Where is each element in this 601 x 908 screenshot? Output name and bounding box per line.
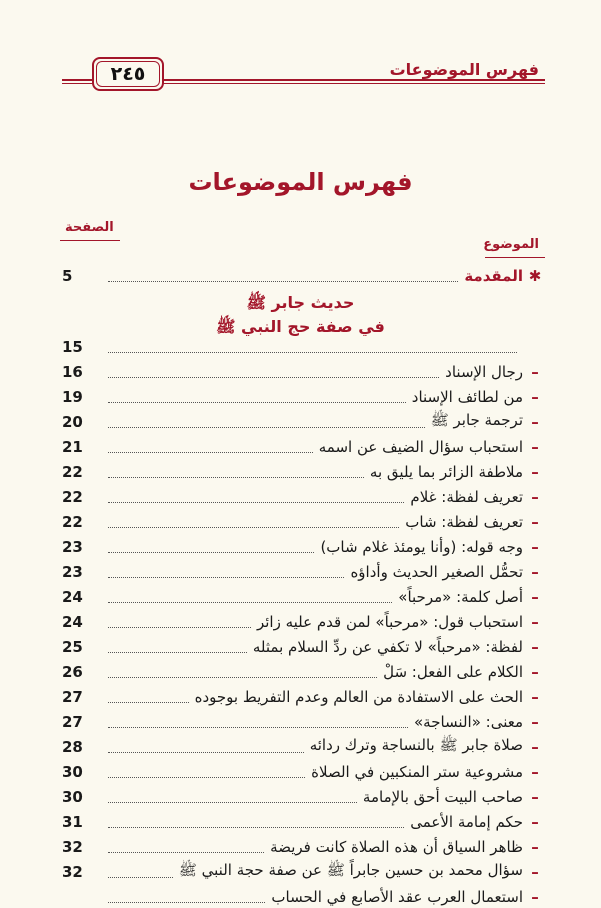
toc-entry-label: معنى: «النساجة»	[413, 713, 523, 731]
dash-bullet-icon: –	[531, 613, 539, 631]
toc-entry-label: ملاطفة الزائر بما يليق به	[369, 463, 523, 481]
toc-entry[interactable]	[62, 511, 543, 533]
toc-entry-page: 22	[62, 463, 83, 481]
toc-entry-page: 24	[62, 613, 83, 631]
toc-entry-label: ظاهر السياق أن هذه الصلاة كانت فريضة	[270, 838, 523, 856]
toc-entry-page: 19	[62, 388, 83, 406]
leader-dots	[108, 342, 517, 353]
page-number: ٢٤٥	[110, 63, 146, 85]
toc-entry[interactable]	[62, 761, 543, 783]
leader-dots	[108, 442, 313, 453]
page-number-badge	[92, 57, 164, 91]
toc-entry-label: من لطائف الإسناد	[411, 388, 523, 406]
toc-entry-page: 24	[62, 588, 83, 606]
toc-entry[interactable]	[62, 811, 543, 833]
toc-entry-page: 21	[62, 438, 83, 456]
leader-dots	[108, 642, 247, 653]
toc-entry-label: استحباب قول: «مرحباً» لمن قدم عليه زائر	[256, 613, 523, 631]
toc-entry-label: سؤال محمد بن حسين جابراً ﷺ عن صفة حجة النبي ﷺ	[178, 861, 523, 879]
leader-dots	[108, 692, 189, 703]
leader-dots	[108, 367, 439, 378]
toc-entry[interactable]	[62, 686, 543, 708]
leader-dots	[108, 617, 251, 628]
toc-entry[interactable]	[62, 486, 543, 508]
dash-bullet-icon: –	[531, 563, 539, 581]
page-title: فهرس الموضوعات	[188, 168, 413, 196]
dash-bullet-icon: –	[531, 888, 539, 906]
dash-bullet-icon: –	[531, 538, 539, 556]
leader-dots	[108, 467, 364, 478]
toc-entry[interactable]	[62, 361, 543, 383]
leader-dots	[108, 542, 314, 553]
toc-entry-page: 28	[62, 738, 83, 756]
toc-entry[interactable]	[62, 661, 543, 683]
dash-bullet-icon: –	[531, 688, 539, 706]
toc-entry-label: لفظة: «مرحباً» لا تكفي عن ردِّ السلام بمثله	[252, 638, 523, 656]
leader-dots	[108, 517, 399, 528]
toc-entry-page: 16	[62, 363, 83, 381]
leader-dots	[108, 417, 425, 428]
dash-bullet-icon: –	[531, 713, 539, 731]
toc-entry-label: الحث على الاستفادة من العالم وعدم التفريط بوجوده	[194, 688, 523, 706]
toc-entry-page: 23	[62, 538, 83, 556]
toc-entry[interactable]	[62, 861, 543, 883]
dash-bullet-icon: –	[531, 363, 539, 381]
toc-entry-label: صلاة جابر ﷺ بالنساجة وترك ردائه	[309, 736, 523, 754]
toc-entry-label: حكم إمامة الأعمى	[410, 813, 523, 831]
toc-entry-page: 22	[62, 513, 83, 531]
column-header-page-rule	[60, 240, 120, 241]
toc-entry[interactable]	[62, 436, 543, 458]
dash-bullet-icon: –	[531, 863, 539, 881]
toc-entry[interactable]	[62, 536, 543, 558]
dash-bullet-icon: –	[531, 838, 539, 856]
toc-entry-page: 30	[62, 788, 83, 806]
toc-entry-label: وجه قوله: (وأنا يومئذ غلام شاب)	[320, 538, 523, 556]
leader-dots	[108, 792, 357, 803]
toc-entry[interactable]	[62, 611, 543, 633]
toc-entry-label: تعريف لفظة: غلام	[410, 488, 523, 506]
toc-entry-label: تحمُّل الصغير الحديث وأداؤه	[350, 563, 523, 581]
column-header-page: الصفحة	[65, 220, 114, 235]
toc-entry-page: 26	[62, 663, 83, 681]
toc-entry[interactable]	[62, 586, 543, 608]
toc-entry-label: مشروعية ستر المنكبين في الصلاة	[311, 763, 523, 781]
toc-entry-label: استحباب سؤال الضيف عن اسمه	[318, 438, 523, 456]
toc-entry-label: تعريف لفظة: شاب	[405, 513, 523, 531]
dash-bullet-icon: –	[531, 738, 539, 756]
toc-entry[interactable]	[62, 786, 543, 808]
leader-dots	[108, 592, 392, 603]
leader-dots	[108, 867, 173, 878]
toc-entry-page: 20	[62, 413, 83, 431]
leader-dots	[108, 667, 377, 678]
dash-bullet-icon: –	[531, 638, 539, 656]
toc-entry[interactable]	[62, 886, 543, 908]
toc-entry[interactable]	[62, 836, 543, 858]
leader-dots	[108, 271, 458, 282]
dash-bullet-icon: –	[531, 813, 539, 831]
toc-entry-page: 25	[62, 638, 83, 656]
section-title-line1: حديث جابر ﷺ	[246, 293, 355, 312]
leader-dots	[108, 567, 344, 578]
toc-entry-label: رجال الإسناد	[445, 363, 523, 381]
toc-entry-page: 27	[62, 713, 83, 731]
toc-entry[interactable]	[62, 736, 543, 758]
toc-entry-page: 32	[62, 838, 83, 856]
toc-entry[interactable]	[62, 636, 543, 658]
toc-entry-label: أصل كلمة: «مرحباً»	[398, 588, 523, 606]
toc-entry[interactable]	[62, 461, 543, 483]
toc-entry-page: 27	[62, 688, 83, 706]
leader-dots	[108, 492, 404, 503]
running-head: فهرس الموضوعات	[389, 60, 539, 79]
dash-bullet-icon: –	[531, 413, 539, 431]
toc-entry-label: الكلام على الفعل: سَلْ	[383, 663, 523, 681]
leader-dots	[108, 817, 404, 828]
toc-entry-page: 22	[62, 488, 83, 506]
dash-bullet-icon: –	[531, 588, 539, 606]
dash-bullet-icon: –	[531, 788, 539, 806]
toc-intro-page: 5	[62, 267, 73, 285]
leader-dots	[108, 742, 304, 753]
toc-entry-page: 31	[62, 813, 83, 831]
dash-bullet-icon: –	[531, 663, 539, 681]
dash-bullet-icon: –	[531, 438, 539, 456]
toc-entry-label: استعمال العرب عقد الأصابع في الحساب	[271, 888, 523, 906]
toc-entry-page: 23	[62, 563, 83, 581]
toc-entry-page: 30	[62, 763, 83, 781]
toc-entry[interactable]	[62, 411, 543, 433]
dash-bullet-icon: –	[531, 488, 539, 506]
dash-bullet-icon: –	[531, 463, 539, 481]
leader-dots	[108, 892, 265, 903]
leader-dots	[108, 842, 264, 853]
toc-entry-label: ترجمة جابر ﷺ	[430, 411, 523, 429]
dash-bullet-icon: –	[531, 388, 539, 406]
toc-intro-row[interactable]	[62, 265, 543, 287]
leader-dots	[108, 392, 406, 403]
leader-dots	[108, 767, 305, 778]
toc-intro-label: المقدمة	[464, 267, 523, 285]
dash-bullet-icon: –	[531, 763, 539, 781]
leader-dots	[108, 717, 408, 728]
star-bullet-icon: ✱	[528, 267, 542, 285]
toc-entry-page: 15	[62, 338, 83, 356]
toc-entry-label: صاحب البيت أحق بالإمامة	[362, 788, 523, 806]
toc-entry[interactable]	[62, 386, 543, 408]
toc-entry-page: 32	[62, 863, 83, 881]
toc-entry[interactable]	[62, 561, 543, 583]
toc-entry[interactable]	[62, 711, 543, 733]
dash-bullet-icon: –	[531, 513, 539, 531]
section-title-line2: في صفة حج النبي ﷺ	[216, 317, 385, 336]
toc-entry[interactable]	[62, 336, 543, 358]
column-header-topic-rule	[485, 257, 545, 258]
column-header-topic: الموضوع	[483, 237, 539, 252]
